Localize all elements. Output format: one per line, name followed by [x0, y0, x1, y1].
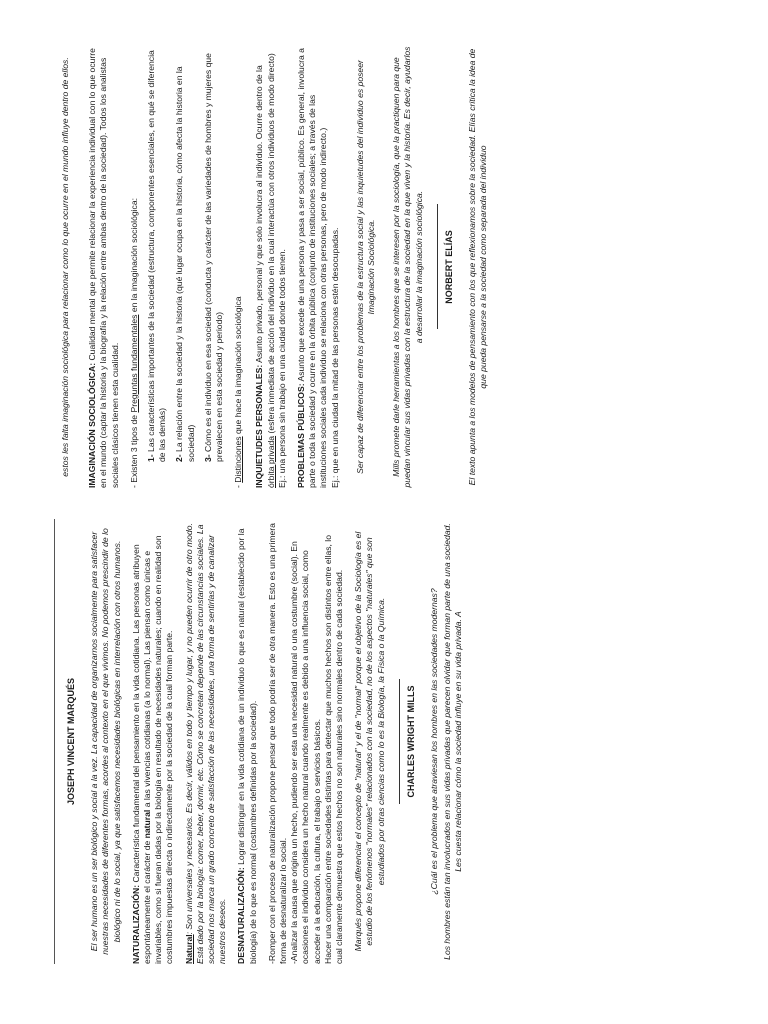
tipos-suffix: en la imaginación sociológica: [128, 198, 139, 315]
question-text: Cómo es el individuo en esa sociedad (conducta y carácter de las variedades de hombres y mujeres que prevalecen en esta sociedad y periodo) [202, 53, 225, 462]
distinciones-term: Distinciones [233, 436, 244, 483]
desnaturalizacion-lines [267, 519, 345, 964]
desnaturalizacion-paragraph [236, 519, 258, 964]
intro-paragraph: El ser humano es un ser biológico y social a la vez. La capacidad de organizarnos socialmente para satisfacer nuestras necesidades de diferentes formas, acordes al contexto en el que vivimos. No podemos prescindir de lo biológico ni de lo social, ya que satisfacemos necesidades biológicas en interrelación con otros humanos. [89, 528, 122, 955]
heading-mills: CHARLES WRIGHT MILLS [405, 685, 416, 798]
inquietudes-example: Ej.: una persona sin trabajo en una ciudad donde todos tienen. [276, 249, 287, 488]
natural-word: natural [142, 809, 153, 839]
continuation-text: estos les falta imaginación sociológica para relacionar como lo que ocurre en el mundo influye dentro de ellos. [60, 57, 70, 477]
natural-term: Natural [183, 934, 194, 964]
question-text: Las características importantes de la sociedad (estructura, componentes esenciales, en qué se diferencia de las demás) [146, 50, 168, 462]
natural-paragraph [184, 519, 229, 964]
left-column [60, 519, 473, 964]
tipos-line [129, 46, 140, 488]
inquietudes-term: INQUIETUDES PERSONALES: [254, 364, 265, 488]
question-text: La relación entre la sociedad y la historia (qué lugar ocupa en la historia, cómo afecta la historia en la sociedad) [174, 66, 196, 462]
elias-paragraph: El texto apunta a los modelos de pensamiento con los que reflexionamos sobre la sociedad. Elías critica la idea de que pueda pensarse a la sociedad como separada del individuo [467, 48, 489, 486]
inquietudes-text-2: (esfera inmediata de acción del individuo en la cual interactúa con otros individuos de modo directo) [265, 53, 276, 436]
mills-promise-paragraph: Mills promete darle herramientas a los hombres que se interesen por la sociología, que la practiquen para que puedan vincular sus vidas privadas con la estructura de la sociedad en la que viven y la historia. Es decir, ayudarlos a desarrollar la imaginación sociológica. [391, 46, 424, 488]
naturalizacion-paragraph [131, 519, 176, 964]
desnaturalizacion-line: Hacer una comparación entre sociedades distintas para detectar que muchos hechos son distintos entre ellas, lo cual claramente demuestra que estos hechos no son naturales sino normales dentro de cada sociedad. [322, 535, 345, 964]
problemas-paragraph [296, 46, 341, 488]
inquietudes-text-1: Asunto privado, personal y que solo involucra al individuo. Ocurre dentro de la [254, 65, 265, 365]
question-number: 1- [146, 454, 157, 462]
naturalizacion-text-1: Característica fundamental del pensamiento en la vida cotidiana. Las personas atribuyen espontáneamente el carácter de [130, 544, 153, 964]
marques-note: Marqués propone diferenciar el concepto de "natural" y el de "normal" porque el objetivo de la Sociología es el estudio de los fenómenos "normales" relacionados con la sociedad, no de los aspectos "naturales" que son estudiados por otras ciencias como lo es la Biología, la Física o la Química. [353, 531, 386, 952]
natural-text: : Son universales y necesarios. Es decir, válidos en todo y tiempo y lugar, y no pueden ocurrir de otro modo. Está dado por la biología: comer, beber, dormir, etc. Cómo se concretan depende de las circunstancias sociales. La sociedad nos marca un grado concreto de satisfacción de las necesidades, una forma de sentirlas y de canalizar nuestros deseos. [183, 523, 228, 964]
desnaturalizacion-line: -Romper con el proceso de naturalización propone pensar que todo podría ser de otra manera. Esto es una primera forma de desnaturalizar lo social. [266, 523, 289, 964]
distinciones-suffix: que hace la imaginación sociológica [233, 296, 244, 437]
top-rule [54, 519, 55, 964]
right-column [60, 46, 497, 488]
heading-marques: JOSEPH VINCENT MARQUÉS [66, 677, 76, 806]
question-number: 3- [202, 454, 213, 462]
heading-elias: NORBERT ELÍAS [443, 230, 454, 304]
distinciones-prefix: - [233, 482, 244, 488]
imaginacion-paragraph [87, 46, 121, 488]
desnaturalizacion-line: -Analizar la causa que origina un hecho, pudiendo ser esta una necesidad natural o una costumbre (social). En ocasiones el individuo considera un hecho natural cuando realmente es debido a una influencia social, como acceder a la educación, la cultura, el trabajo o servicios básicos. [289, 541, 322, 964]
question-item [174, 46, 196, 462]
mills-question: ¿Cuál es el problema que atraviesan los hombres en las sociedades modernas? [429, 588, 440, 895]
question-number: 2- [174, 454, 185, 462]
desnaturalizacion-text: Lograr distinguir en la vida cotidiana de un individuo lo que es natural (establecido por la biología) de lo que es normal (costumbres definidas por la sociedad). [236, 528, 258, 964]
question-item [203, 46, 225, 462]
problemas-term: PROBLEMAS PÚBLICOS: [296, 383, 307, 488]
tipos-prefix: - Existen 3 tipos de [128, 412, 139, 488]
orbita-privada-term: órbita privada [265, 435, 276, 488]
questions-list [146, 46, 225, 488]
ser-capaz-paragraph: Ser capaz de diferenciar entre los problemas de la estructura social y las inquietudes del individuo es poseer Imaginación Sociológica. [354, 60, 377, 474]
distinciones-line [233, 46, 244, 488]
divider [437, 205, 438, 330]
naturalizacion-term: NATURALIZACIÓN: [130, 884, 141, 964]
imaginacion-term: IMAGINACIÓN SOCIOLÓGICA: [87, 362, 98, 488]
problemas-text: Asunto que excede de una persona y pasa a ser social, público. Es general, involucra a parte o toda la sociedad y ocurre en la órbita pública (conjunto de instituciones sociales; a través de las instituciones sociales cada individuo se relaciona con otras personas, pero de modo indirecto.) [296, 48, 329, 488]
imaginacion-text: Cualidad mental que permite relacionar la experiencia individual con lo que ocurre en el mundo (captar la historia y la biografía y la relación entre ambas dentro de la sociedad). Todos los analistas sociales clásicos tienen esta cualidad. [87, 48, 120, 488]
mills-answer: Los hombres están tan involucrados en sus vidas privadas que parecen olvidar que forman parte de una sociedad. Les cuesta relacionar cómo la sociedad influye en su vida privada. A [442, 523, 464, 960]
inquietudes-paragraph [254, 46, 288, 488]
problemas-example: Ej.: que en una ciudad la mitad de las personas estén desocupadas. [329, 227, 340, 488]
desnaturalizacion-term: DESNATURALIZACIÓN: [236, 867, 247, 964]
naturalizacion-text-2: a las vivencias cotidianas (a lo normal). Las piensan como únicas e invariables, como si fueran dadas por la biología en resultado de necesidades naturales; cuando en realidad son costumbres impuestas directa o indirectamente por la sociedad de la cual forman parte. [142, 535, 175, 964]
divider [399, 679, 400, 804]
question-item [146, 46, 168, 462]
preguntas-term: Preguntas fundamentales [128, 314, 139, 413]
